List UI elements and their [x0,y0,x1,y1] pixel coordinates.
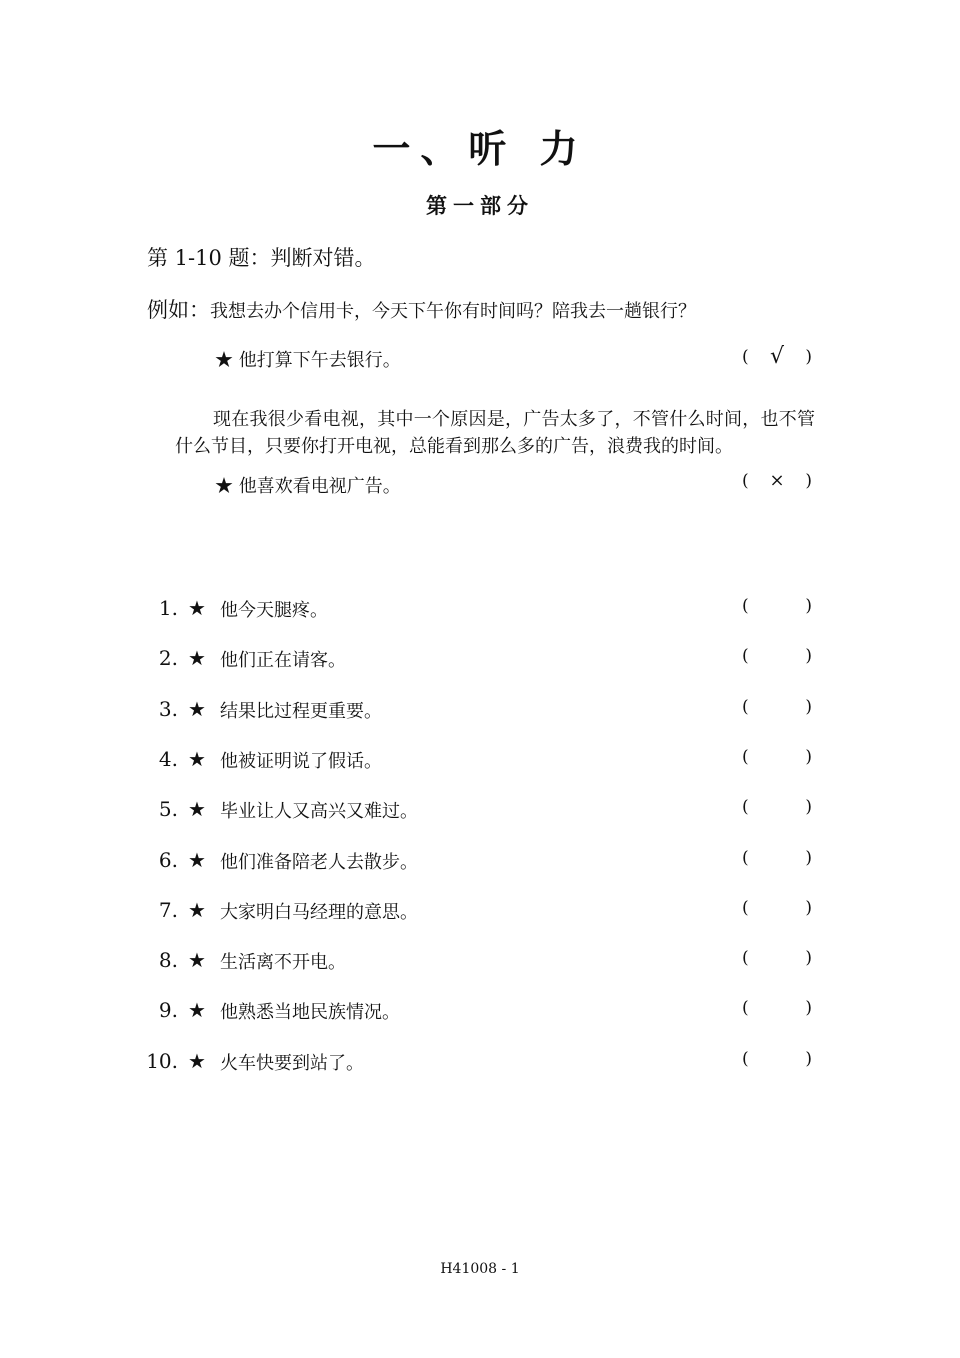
question-number: 7. [158,897,178,922]
answer-box[interactable] [742,1049,812,1069]
question-row [140,1049,820,1077]
paren-open: ( [742,897,749,918]
paren-close: ) [805,746,812,767]
question-number: 3. [158,696,178,721]
section-title: 一、听 力 [372,126,588,171]
paren-close: ) [805,948,812,969]
paren-close: ) [805,897,812,918]
example-passage: 现在我很少看电视，其中一个原因是，广告太多了，不管什么时间，也不管什么节目，只要你打开电视，总能看到那么多的广告，浪费我的时间。 [175,409,815,457]
paren-open: ( [742,948,749,969]
answer-box[interactable] [742,797,812,817]
question-number: 4. [158,746,178,771]
star-icon: ★ [188,1048,206,1073]
example-question-text: 我想去办个信用卡，今天下午你有时间吗？陪我去一趟银行？ [210,301,696,322]
paren-open: ( [742,847,749,868]
question-text: 他们准备陪老人去散步。 [220,851,418,873]
question-text: 他熟悉当地民族情况。 [220,1002,400,1024]
paren-open: ( [742,998,749,1019]
paren-close: ) [805,1048,812,1069]
answer-box[interactable] [742,848,812,868]
example-lead: 例如： [147,298,210,322]
answer-box[interactable] [742,948,812,968]
question-row [140,797,820,825]
paren-open: ( [742,696,749,717]
answer-box[interactable] [742,697,812,717]
question-number: 5. [158,797,178,822]
check-mark: √ [769,344,785,369]
answer-box[interactable] [742,747,812,767]
example-question [147,294,696,324]
question-text: 大家明白马经理的意思。 [220,901,418,923]
question-text: 他今天腿疼。 [220,600,328,621]
question-number: 2. [158,646,178,671]
paren-open: ( [742,797,749,818]
question-row [140,898,820,926]
question-row [140,998,820,1026]
question-row [140,747,820,775]
instructions: 第 1-10 题：判断对错。 [147,246,376,270]
paren-close: ) [805,998,812,1019]
example2-answer-box [742,470,812,491]
question-text: 生活离不开电。 [220,952,346,974]
example-statement: ★ 他打算下午去银行。 [215,350,401,371]
answer-box[interactable] [742,646,812,666]
star-icon: ★ [188,646,206,671]
question-text: 毕业让人又高兴又难过。 [220,801,418,823]
star-icon: ★ [188,596,206,620]
page-footer: H41008 - 1 [440,1261,520,1277]
paren-close: ) [805,797,812,818]
question-row [140,697,820,725]
question-text: 结果比过程更重要。 [220,700,382,722]
paren-close: ) [805,847,812,868]
star-icon: ★ [188,847,206,872]
question-text: 他被证明说了假话。 [220,750,382,772]
question-row [140,646,820,674]
paren-close: ) [805,346,812,367]
star-icon: ★ [188,746,206,771]
paren-close: ) [805,696,812,717]
question-row [140,848,820,876]
paren-open: ( [742,646,749,667]
paren-open: ( [742,746,749,767]
star-icon: ★ [188,797,206,822]
question-number: 1. [158,596,178,620]
star-icon: ★ [188,948,206,973]
paren-open: ( [742,346,749,367]
example2-statement: ★ 他喜欢看电视广告。 [215,476,401,497]
question-number: 8. [158,948,178,973]
question-row [140,596,820,624]
part-title: 第一部分 [426,193,534,218]
star-icon: ★ [188,998,206,1023]
example-answer-box [742,344,812,369]
question-text: 他们正在请客。 [220,650,346,672]
paren-close: ) [805,646,812,667]
paren-open: ( [742,596,749,616]
question-number: 6. [158,847,178,872]
paren-close: ) [805,470,812,491]
question-text: 火车快要到站了。 [220,1052,364,1074]
question-row [140,948,820,976]
answer-box[interactable] [742,998,812,1018]
answer-box[interactable] [742,596,812,616]
star-icon: ★ [188,897,206,922]
answer-box[interactable] [742,898,812,918]
cross-mark: × [769,470,785,491]
paren-open: ( [742,470,749,491]
question-number: 9. [158,998,178,1023]
paren-close: ) [805,596,812,616]
paren-open: ( [742,1048,749,1069]
question-number: 10. [146,1048,178,1073]
star-icon: ★ [188,696,206,721]
